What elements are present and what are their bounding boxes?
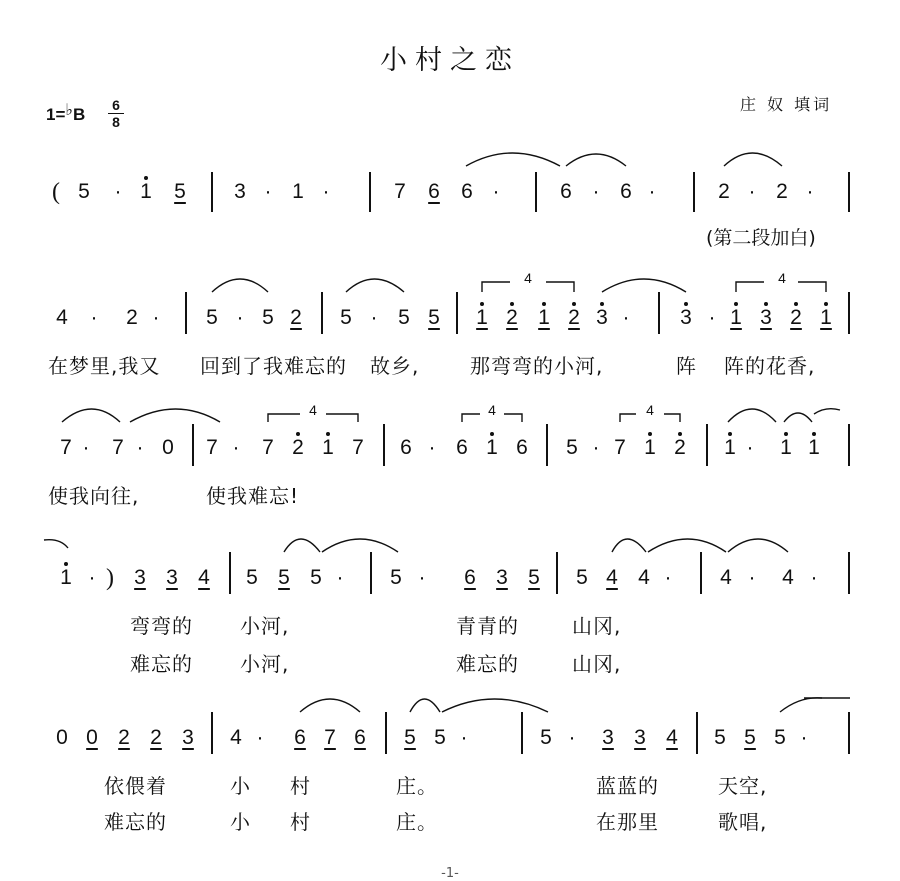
note: 7	[206, 436, 218, 459]
note: 5	[566, 436, 578, 459]
octave-dot	[572, 302, 576, 306]
note: 2	[718, 180, 730, 203]
lyric: 难忘的	[456, 652, 519, 676]
slur	[724, 153, 782, 166]
note: 4	[720, 566, 732, 589]
octave-dot	[600, 302, 604, 306]
octave-dot	[784, 432, 788, 436]
note: 2	[150, 726, 162, 749]
augmentation-dot: ·	[418, 566, 426, 589]
slur	[466, 153, 560, 166]
augmentation-dot: ·	[806, 180, 814, 203]
lyric: 阵	[676, 354, 697, 378]
note: 7	[60, 436, 72, 459]
lyric: 那弯弯的小河,	[470, 354, 604, 378]
slur	[442, 699, 548, 712]
augmentation-dot: ·	[256, 726, 264, 749]
augmentation-dot: ·	[264, 180, 272, 203]
closing-parenthesis: )	[106, 565, 114, 591]
octave-dot	[678, 432, 682, 436]
note: 3	[602, 726, 614, 749]
note: 6	[461, 180, 473, 203]
note: 5	[206, 306, 218, 329]
barline	[369, 172, 371, 212]
augmentation-dot: ·	[428, 436, 436, 459]
note: 4	[230, 726, 242, 749]
augmentation-dot: ·	[232, 436, 240, 459]
lyric: 使我向往,	[48, 484, 140, 508]
note: 5	[262, 306, 274, 329]
lyric: 庄。	[396, 774, 438, 798]
octave-dot	[684, 302, 688, 306]
augmentation-dot: ·	[136, 436, 144, 459]
barline	[321, 292, 323, 334]
slur	[814, 409, 840, 414]
note: 1	[486, 436, 498, 459]
note: 5	[390, 566, 402, 589]
barline	[546, 424, 548, 466]
note: 5	[714, 726, 726, 749]
augmentation-dot: ·	[592, 180, 600, 203]
augmentation-dot: ·	[748, 180, 756, 203]
time-signature	[108, 98, 124, 129]
augmentation-dot: ·	[648, 180, 656, 203]
barline	[385, 712, 387, 754]
octave-dot	[296, 432, 300, 436]
note: 6	[354, 726, 366, 749]
note: 3	[634, 726, 646, 749]
note: 2	[126, 306, 138, 329]
opening-parenthesis: (	[52, 179, 60, 205]
augmentation-dot: ·	[622, 306, 630, 329]
barline	[521, 712, 523, 754]
note: 4	[198, 566, 210, 589]
octave-dot	[326, 432, 330, 436]
note: 2	[290, 306, 302, 329]
note: 1	[140, 180, 152, 203]
octave-dot	[734, 302, 738, 306]
barline	[211, 712, 213, 754]
note: 5	[576, 566, 588, 589]
note: 1	[292, 180, 304, 203]
note: 5	[774, 726, 786, 749]
slur	[130, 409, 220, 422]
note: 1	[322, 436, 334, 459]
augmentation-dot: ·	[236, 306, 244, 329]
tuplet-number: 4	[778, 270, 786, 286]
slur	[268, 414, 300, 422]
barline	[211, 172, 213, 212]
barline	[658, 292, 660, 334]
barline	[185, 292, 187, 334]
note: 5	[246, 566, 258, 589]
note: 2	[674, 436, 686, 459]
note: 6	[560, 180, 572, 203]
tuplet-number: 4	[524, 270, 532, 286]
tuplet-number: 4	[309, 402, 317, 418]
augmentation-dot: ·	[90, 306, 98, 329]
note: 7	[614, 436, 626, 459]
note: 3	[496, 566, 508, 589]
note: 2	[790, 306, 802, 329]
slur	[300, 699, 360, 712]
barline	[192, 424, 194, 466]
note: 1	[820, 306, 832, 329]
barline	[383, 424, 385, 466]
octave-dot	[648, 432, 652, 436]
note: 6	[620, 180, 632, 203]
barline	[370, 552, 372, 594]
barline	[456, 292, 458, 334]
lyric: 在梦里,我又	[48, 354, 161, 378]
note: 5	[78, 180, 90, 203]
barline	[700, 552, 702, 594]
lyric: 阵的花香,	[724, 354, 816, 378]
note: 1	[724, 436, 736, 459]
note: 3	[760, 306, 772, 329]
augmentation-dot: ·	[810, 566, 818, 589]
slur	[728, 409, 776, 422]
lyricist-credit: 庄 奴 填词	[740, 95, 833, 114]
note: 7	[352, 436, 364, 459]
octave-dot	[794, 302, 798, 306]
note: 0	[162, 436, 174, 459]
slur	[326, 414, 358, 422]
note: 4	[606, 566, 618, 589]
note: 3	[680, 306, 692, 329]
key-prefix: 1=	[46, 105, 66, 124]
lyric: 蓝蓝的	[596, 774, 659, 798]
slur	[410, 699, 440, 712]
note: 1	[60, 566, 72, 589]
slur	[462, 414, 480, 422]
note: 5	[310, 566, 322, 589]
slur	[504, 414, 522, 422]
lyric: 村	[290, 810, 311, 834]
slur	[780, 698, 822, 712]
lyric: 青青的	[456, 614, 519, 638]
slur	[212, 279, 268, 292]
lyric: 山冈,	[572, 652, 622, 676]
meter-bottom: 8	[112, 114, 120, 130]
note: 1	[476, 306, 488, 329]
barline	[848, 424, 850, 466]
octave-dot	[542, 302, 546, 306]
lyric: 庄。	[396, 810, 438, 834]
note: 5	[278, 566, 290, 589]
slur	[346, 279, 404, 292]
slur	[62, 409, 120, 422]
slur	[784, 413, 812, 422]
lyric: 小	[230, 810, 251, 834]
lyric: 在那里	[596, 810, 659, 834]
lyric: 难忘的	[130, 652, 193, 676]
note: 7	[112, 436, 124, 459]
meter-top: 6	[112, 97, 120, 113]
performance-annotation: (第二段加白)	[706, 227, 816, 249]
note: 7	[262, 436, 274, 459]
barline	[848, 292, 850, 334]
note: 1	[644, 436, 656, 459]
lyric: 村	[290, 774, 311, 798]
note: 6	[464, 566, 476, 589]
note: 3	[596, 306, 608, 329]
slur	[566, 154, 626, 166]
note: 1	[538, 306, 550, 329]
note: 4	[56, 306, 68, 329]
flat-icon: ♭	[65, 102, 73, 119]
note: 4	[638, 566, 650, 589]
octave-dot	[510, 302, 514, 306]
note: 7	[394, 180, 406, 203]
octave-dot	[824, 302, 828, 306]
barline	[696, 712, 698, 754]
augmentation-dot: ·	[708, 306, 716, 329]
note: 2	[776, 180, 788, 203]
slur	[322, 539, 398, 552]
slur	[546, 282, 574, 292]
slur	[44, 540, 68, 548]
augmentation-dot: ·	[322, 180, 330, 203]
tuplet-number: 4	[646, 402, 654, 418]
augmentation-dot: ·	[82, 436, 90, 459]
lyric: 使我难忘!	[206, 484, 300, 508]
note: 3	[182, 726, 194, 749]
augmentation-dot: ·	[460, 726, 468, 749]
augmentation-dot: ·	[152, 306, 160, 329]
slur	[284, 539, 320, 552]
note: 4	[782, 566, 794, 589]
note: 5	[540, 726, 552, 749]
augmentation-dot: ·	[748, 566, 756, 589]
augmentation-dot: ·	[370, 306, 378, 329]
octave-dot	[144, 176, 148, 180]
lyric: 弯弯的	[130, 614, 193, 638]
octave-dot	[812, 432, 816, 436]
note: 0	[56, 726, 68, 749]
augmentation-dot: ·	[746, 436, 754, 459]
note: 5	[744, 726, 756, 749]
augmentation-dot: ·	[114, 180, 122, 203]
note: 6	[516, 436, 528, 459]
augmentation-dot: ·	[800, 726, 808, 749]
octave-dot	[64, 562, 68, 566]
note: 1	[780, 436, 792, 459]
note: 1	[808, 436, 820, 459]
augmentation-dot: ·	[88, 566, 96, 589]
note: 3	[166, 566, 178, 589]
note: 5	[428, 306, 440, 329]
song-title: 小村之恋	[380, 45, 520, 76]
key-signature	[46, 100, 85, 125]
augmentation-dot: ·	[664, 566, 672, 589]
barline	[556, 552, 558, 594]
lyric: 小	[230, 774, 251, 798]
lyric: 天空,	[718, 774, 768, 798]
key-note: B	[72, 105, 86, 124]
note: 7	[324, 726, 336, 749]
note: 5	[340, 306, 352, 329]
slur	[728, 539, 788, 552]
page-number: -1-	[441, 866, 459, 881]
barline	[535, 172, 537, 212]
slur	[664, 414, 680, 422]
barline	[848, 552, 850, 594]
barline	[229, 552, 231, 594]
lyric: 山冈,	[572, 614, 622, 638]
octave-dot	[728, 432, 732, 436]
note: 0	[86, 726, 98, 749]
barline	[848, 712, 850, 754]
lyric: 依偎着	[104, 774, 167, 798]
note: 3	[234, 180, 246, 203]
octave-dot	[490, 432, 494, 436]
slur	[602, 279, 686, 292]
note: 2	[118, 726, 130, 749]
note: 3	[134, 566, 146, 589]
note: 6	[294, 726, 306, 749]
octave-dot	[480, 302, 484, 306]
note: 5	[434, 726, 446, 749]
augmentation-dot: ·	[336, 566, 344, 589]
slur	[482, 282, 510, 292]
barline	[706, 424, 708, 466]
note: 2	[292, 436, 304, 459]
slur	[798, 282, 826, 292]
note: 5	[528, 566, 540, 589]
slur	[648, 539, 726, 552]
augmentation-dot: ·	[568, 726, 576, 749]
slur	[612, 539, 646, 552]
augmentation-dot: ·	[492, 180, 500, 203]
slur	[620, 414, 636, 422]
lyric: 歌唱,	[718, 810, 768, 834]
note: 4	[666, 726, 678, 749]
tuplet-number: 4	[488, 402, 496, 418]
note: 2	[568, 306, 580, 329]
lyric: 回到了我难忘的	[200, 354, 347, 378]
octave-dot	[764, 302, 768, 306]
note: 1	[730, 306, 742, 329]
lyric: 小河,	[240, 614, 290, 638]
note: 6	[456, 436, 468, 459]
note: 5	[398, 306, 410, 329]
note: 2	[506, 306, 518, 329]
note: 5	[174, 180, 186, 203]
barline	[848, 172, 850, 212]
lyric: 故乡,	[370, 354, 420, 378]
note: 6	[428, 180, 440, 203]
slur	[736, 282, 764, 292]
barline	[693, 172, 695, 212]
lyric: 小河,	[240, 652, 290, 676]
note: 5	[404, 726, 416, 749]
lyric: 难忘的	[104, 810, 167, 834]
augmentation-dot: ·	[592, 436, 600, 459]
note: 6	[400, 436, 412, 459]
